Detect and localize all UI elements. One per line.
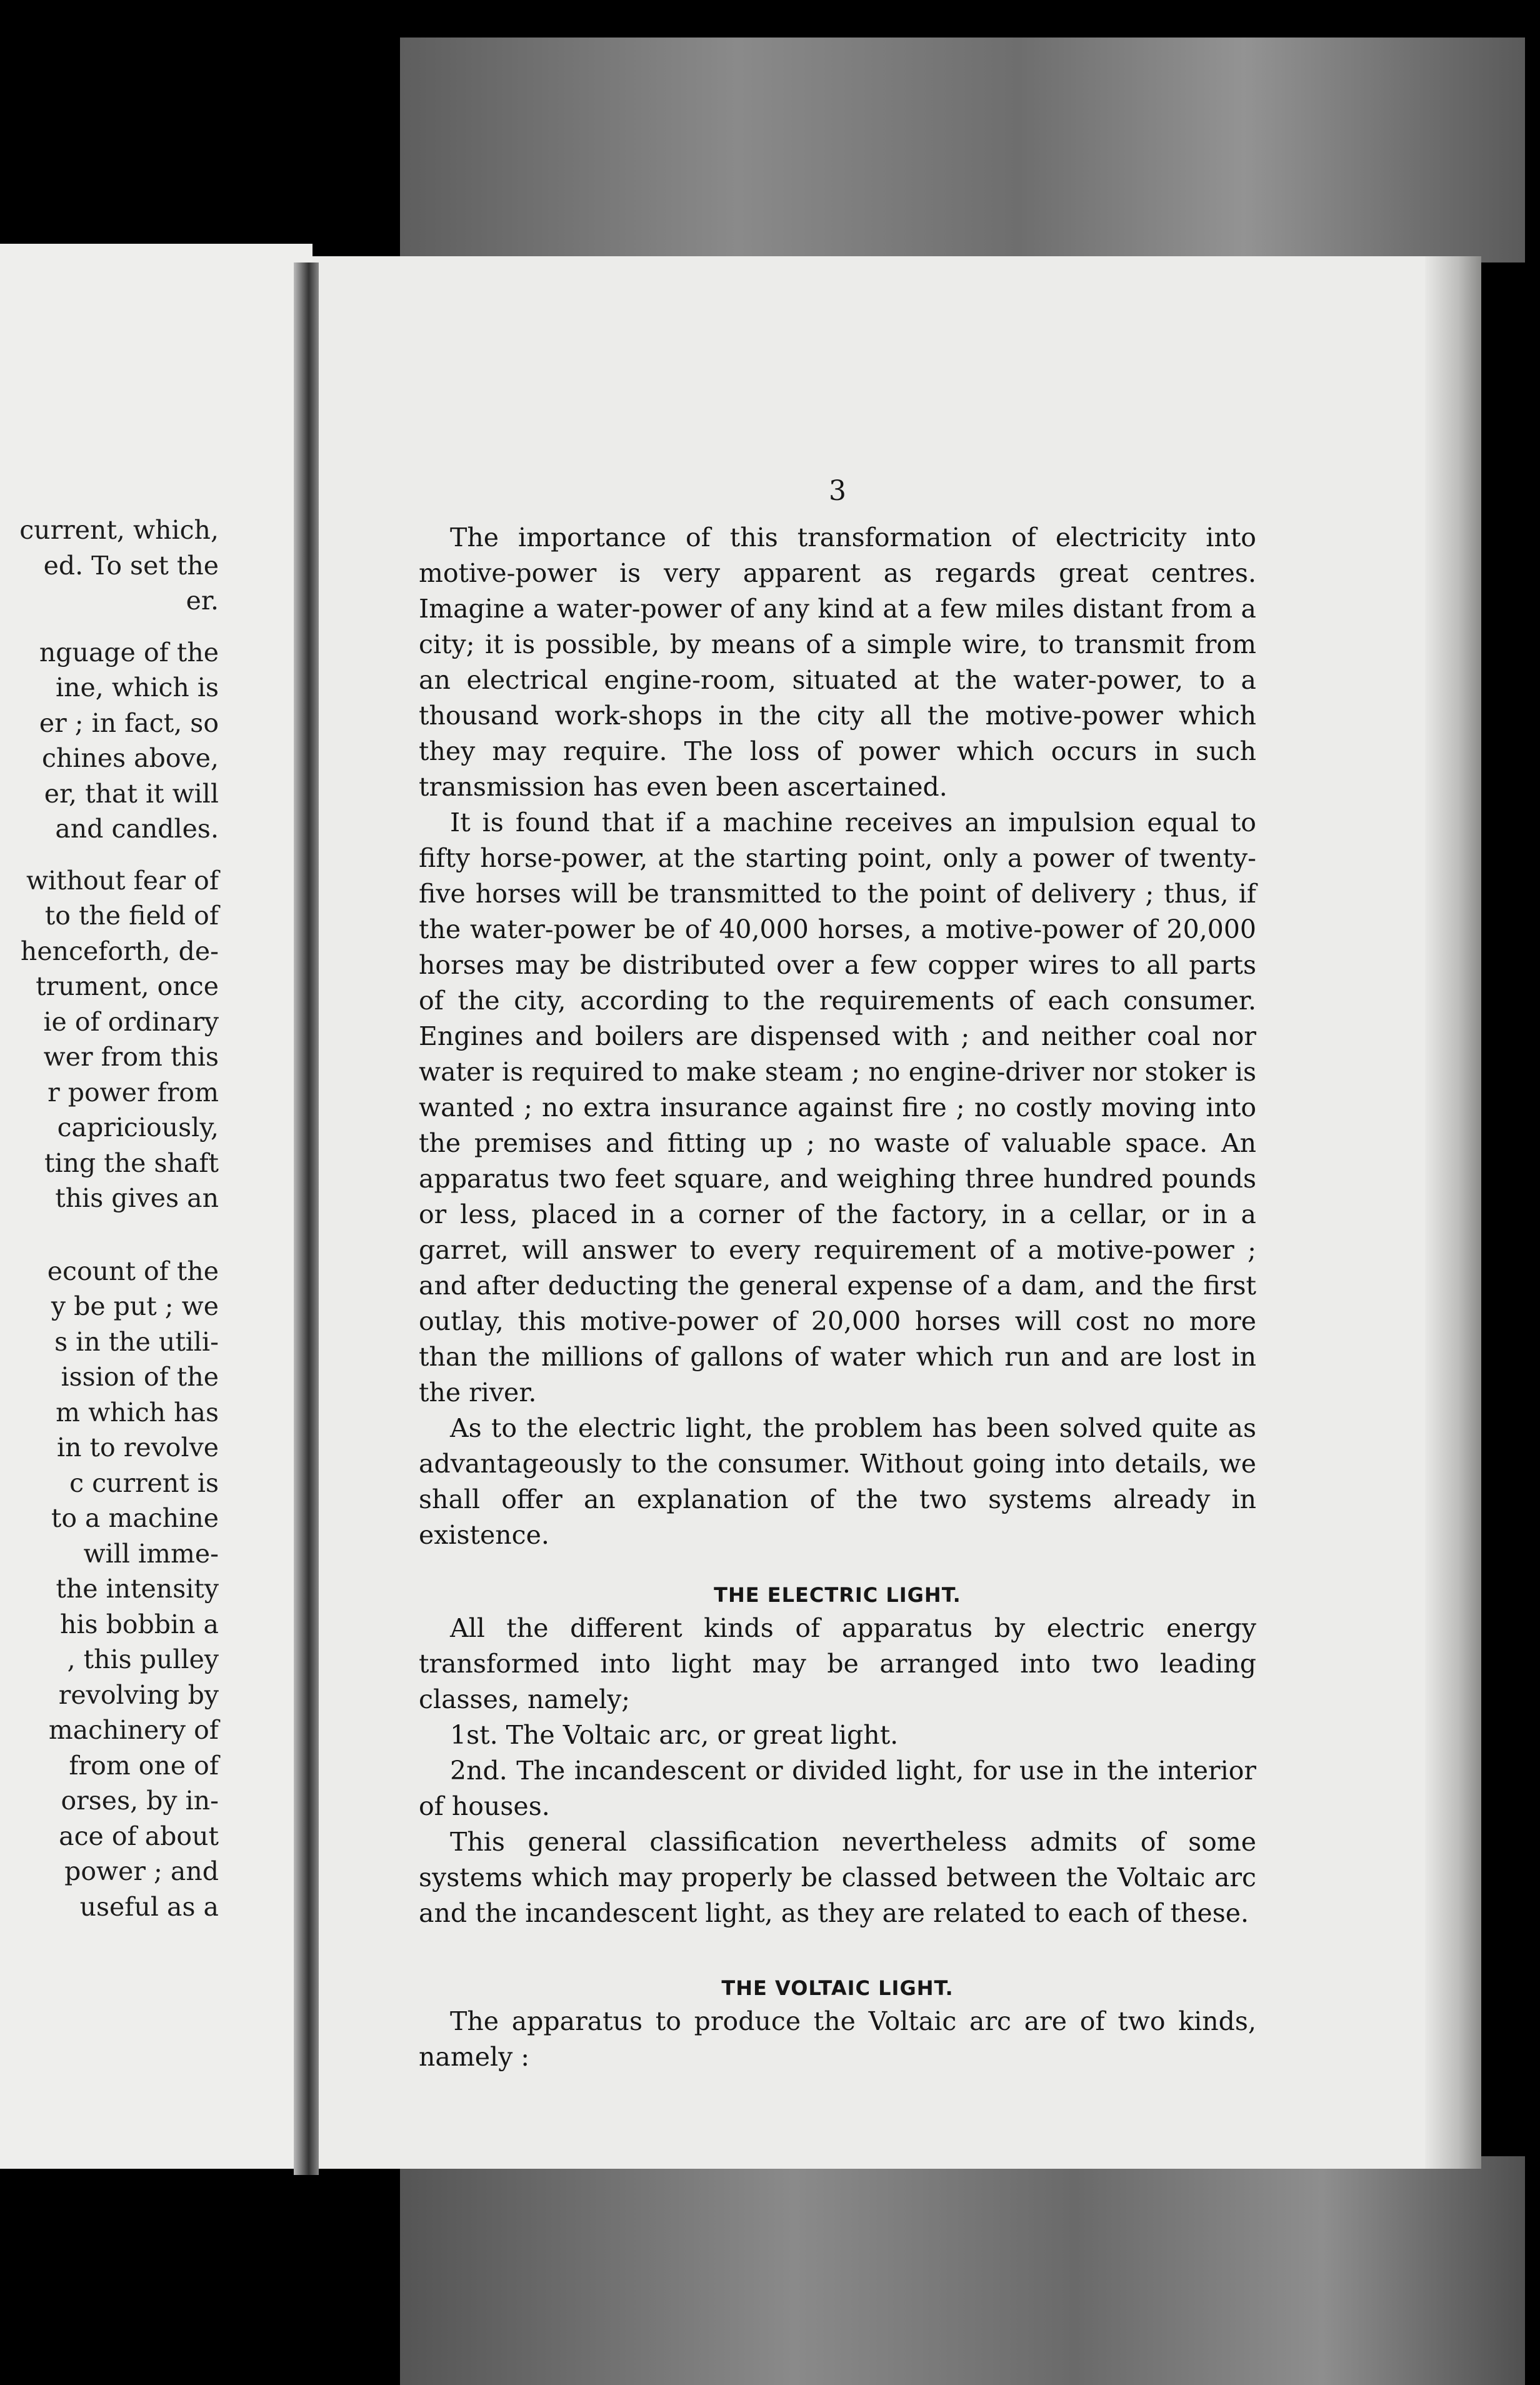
book-gutter bbox=[294, 262, 319, 2175]
left-line: ed. To set the bbox=[43, 550, 219, 581]
paragraph: As to the electric light, the problem has been solved quite as advantageously to the consumer. Without going into details, we shall offer an explanation of the two systems already in existence. bbox=[419, 1413, 1256, 1550]
list-item: 1st. The Voltaic arc, or great light. bbox=[450, 1720, 899, 1750]
left-line: y be put ; we bbox=[51, 1291, 219, 1321]
left-line: henceforth, de- bbox=[20, 936, 219, 966]
left-line: machinery of bbox=[48, 1715, 219, 1745]
left-line: ine, which is bbox=[55, 672, 219, 702]
scan-background-bottom bbox=[400, 2156, 1525, 2385]
left-line: er. bbox=[186, 586, 219, 616]
left-line: m which has bbox=[56, 1397, 219, 1428]
left-line: to a machine bbox=[51, 1503, 219, 1533]
left-page-text-column bbox=[0, 512, 219, 1924]
left-line: orses, by in- bbox=[61, 1786, 219, 1816]
left-line: revolving by bbox=[58, 1679, 219, 1710]
left-line: s in the utili- bbox=[54, 1326, 219, 1357]
left-line: er ; in fact, so bbox=[39, 708, 219, 738]
page-edge-shadow bbox=[1425, 256, 1481, 2169]
left-line: the intensity bbox=[56, 1574, 219, 1604]
left-gap bbox=[0, 1216, 219, 1254]
scan-background-top bbox=[400, 38, 1525, 262]
paragraph: All the different kinds of apparatus by electric energy transformed into light may be arranged into two leading classes, namely; bbox=[419, 1613, 1256, 1714]
paragraph: The importance of this transformation of electricity into motive-power is very apparent as regards great centres. Imagine a water-power of any kind at a few miles distant from a city; it is possible, by means of a simple wire, to transmit from an electrical engine-room, situated at the water-power, to a thousand work-shops in the city all the motive-power which they may require. The loss of power which occurs in such transmission has even been ascertained. bbox=[419, 522, 1256, 802]
page-number: 3 bbox=[829, 475, 846, 507]
right-page-text bbox=[419, 475, 1256, 2075]
left-line: , this pulley bbox=[67, 1644, 219, 1674]
left-line: ission of the bbox=[61, 1362, 219, 1392]
left-line: in to revolve bbox=[57, 1432, 219, 1462]
left-line: nguage of the bbox=[39, 637, 219, 668]
left-line: ace of about bbox=[59, 1821, 219, 1851]
left-line: trument, once bbox=[36, 971, 219, 1001]
paragraph: This general classification nevertheless admits of some systems which may properly be classed between the Voltaic arc and the incandescent light, as they are related to each of these. bbox=[419, 1827, 1256, 1928]
left-line: wer from this bbox=[43, 1042, 219, 1072]
left-line: ting the shaft bbox=[44, 1148, 219, 1178]
left-line: ecount of the bbox=[47, 1256, 219, 1286]
left-gap bbox=[0, 847, 219, 863]
left-line: and candles. bbox=[55, 814, 219, 844]
left-line: from one of bbox=[69, 1750, 219, 1781]
left-line: ie of ordinary bbox=[43, 1006, 219, 1037]
left-gap bbox=[0, 619, 219, 635]
left-line: power ; and bbox=[64, 1856, 219, 1886]
left-line: will imme- bbox=[83, 1538, 219, 1569]
left-line: er, that it will bbox=[44, 778, 219, 809]
left-line: capriciously, bbox=[57, 1112, 219, 1142]
left-line: without fear of bbox=[26, 865, 219, 896]
left-line: r power from bbox=[48, 1077, 219, 1108]
section-heading-voltaic-light: THE VOLTAIC LIGHT. bbox=[721, 1976, 954, 2000]
section-heading-electric-light: THE ELECTRIC LIGHT. bbox=[714, 1583, 961, 1607]
list-item: 2nd. The incandescent or divided light, for use in the interior of houses. bbox=[419, 1756, 1256, 1821]
left-page bbox=[0, 244, 312, 2169]
left-line: this gives an bbox=[55, 1183, 219, 1213]
left-line: useful as a bbox=[79, 1891, 219, 1922]
paragraph: It is found that if a machine receives an impulsion equal to fifty horse-power, at the starting point, only a power of twenty-five horses will be transmitted to the point of delivery ; thus, if the water-power be of 40,000 horses, a motive-power of 20,000 horses may be distributed over a few copper wires to all parts of the city, according to the requirements of each consumer. Engines and boilers are dispensed with ; and neither coal nor water is required to make steam ; no engine-driver nor stoker is wanted ; no extra insurance against fire ; no costly moving into the premises and fitting up ; no waste of valuable space. An apparatus two feet square, and weighing three hundred pounds or less, placed in a corner of the factory, in a cellar, or in a garret, will answer to every requirement of a motive-power ; and after deducting the general expense of a dam, and the first outlay, this motive-power of 20,000 horses will cost no more than the millions of gallons of water which run and are lost in the river. bbox=[419, 808, 1256, 1408]
left-line: his bobbin a bbox=[59, 1609, 219, 1639]
left-line: c current is bbox=[69, 1468, 219, 1498]
paragraph: The apparatus to produce the Voltaic arc are of two kinds, namely : bbox=[419, 2006, 1256, 2072]
left-line: current, which, bbox=[19, 515, 219, 545]
left-line: to the field of bbox=[44, 901, 219, 931]
left-line: chines above, bbox=[41, 743, 219, 773]
